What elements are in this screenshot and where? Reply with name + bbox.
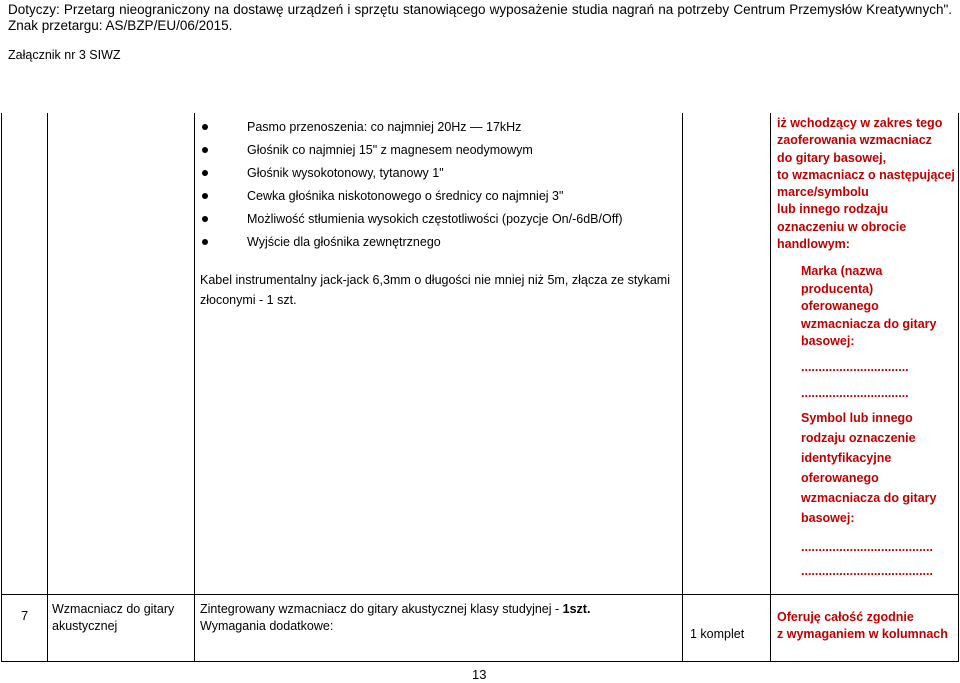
brand-fill-line: ............................... bbox=[801, 359, 909, 374]
symbol-fill-line: ...................................... bbox=[801, 564, 933, 578]
spec-list bbox=[200, 116, 670, 254]
symbol-field: Symbol lub innego rodzaju oznaczenie identyfikacyjne oferowanego wzmacniacza do gitary basowej: ...................................... ...................................... bbox=[801, 408, 951, 581]
table-border-left bbox=[1, 113, 2, 662]
header-reference: Znak przetargu: AS/BZP/EU/06/2015. bbox=[8, 18, 233, 33]
brand-fill-line: ............................... bbox=[801, 385, 909, 400]
offer-statement: Oferuję całość zgodnie z wymaganiem w kolumnach bbox=[777, 610, 948, 641]
bullet-icon bbox=[202, 216, 208, 222]
cable-requirement: Kabel instrumentalny jack-jack 6,3mm o długości nie mniej niż 5m, złącza ze stykami złoconymi - 1 szt. bbox=[200, 273, 670, 307]
spec-item: Głośnik co najmniej 15" z magnesem neodymowym bbox=[200, 139, 670, 162]
bullet-icon bbox=[202, 239, 208, 245]
bullet-icon bbox=[202, 170, 208, 176]
row-separator bbox=[1, 594, 959, 595]
bullet-icon bbox=[202, 193, 208, 199]
table-divider-1 bbox=[47, 113, 48, 662]
spec-item: Głośnik wysokotonowy, tytanowy 1" bbox=[200, 162, 670, 185]
item-description: Zintegrowany wzmacniacz do gitary akustycznej klasy studyjnej - 1szt. Wymagania dodatkowe: bbox=[200, 602, 591, 633]
table-divider-2 bbox=[194, 113, 195, 662]
table-divider-4 bbox=[770, 113, 771, 662]
item-quantity: 1 komplet bbox=[690, 627, 745, 641]
symbol-fill-line: ...................................... bbox=[801, 540, 933, 554]
header-subject: Dotyczy: Przetarg nieograniczony na dostawę urządzeń i sprzętu stanowiącego wyposażenie studia nagrań na potrzeby Centrum Przemysłów Kreatywnych". bbox=[8, 2, 952, 17]
bullet-icon bbox=[202, 147, 208, 153]
annex-label: Załącznik nr 3 SIWZ bbox=[8, 48, 121, 62]
row-number: 7 bbox=[21, 608, 29, 623]
declaration-intro: iż wchodzący w zakres tego zaoferowania wzmacniacz do gitary basowej, to wzmacniacz o następującej marce/symbolu lub innego rodzaju oznaczeniu w obrocie handlowym: bbox=[777, 116, 955, 252]
spec-item: Cewka głośnika niskotonowego o średnicy co najmniej 3" bbox=[200, 185, 670, 208]
spec-item: Pasmo przenoszenia: co najmniej 20Hz — 17kHz bbox=[200, 116, 670, 139]
spec-item: Możliwość stłumienia wysokich częstotliwości (pozycje On/-6dB/Off) bbox=[200, 208, 670, 231]
spec-item: Wyjście dla głośnika zewnętrznego bbox=[200, 231, 670, 254]
page-number: 13 bbox=[472, 667, 487, 682]
brand-field: Marka (nazwa producenta) oferowanego wzmacniacza do gitary basowej: ............................... ............................... bbox=[801, 263, 951, 402]
bullet-icon bbox=[202, 124, 208, 130]
item-name: Wzmacniacz do gitary akustycznej bbox=[52, 602, 175, 633]
table-divider-3 bbox=[682, 113, 683, 662]
table-border-right bbox=[958, 113, 959, 662]
table-border-bottom bbox=[1, 661, 959, 662]
